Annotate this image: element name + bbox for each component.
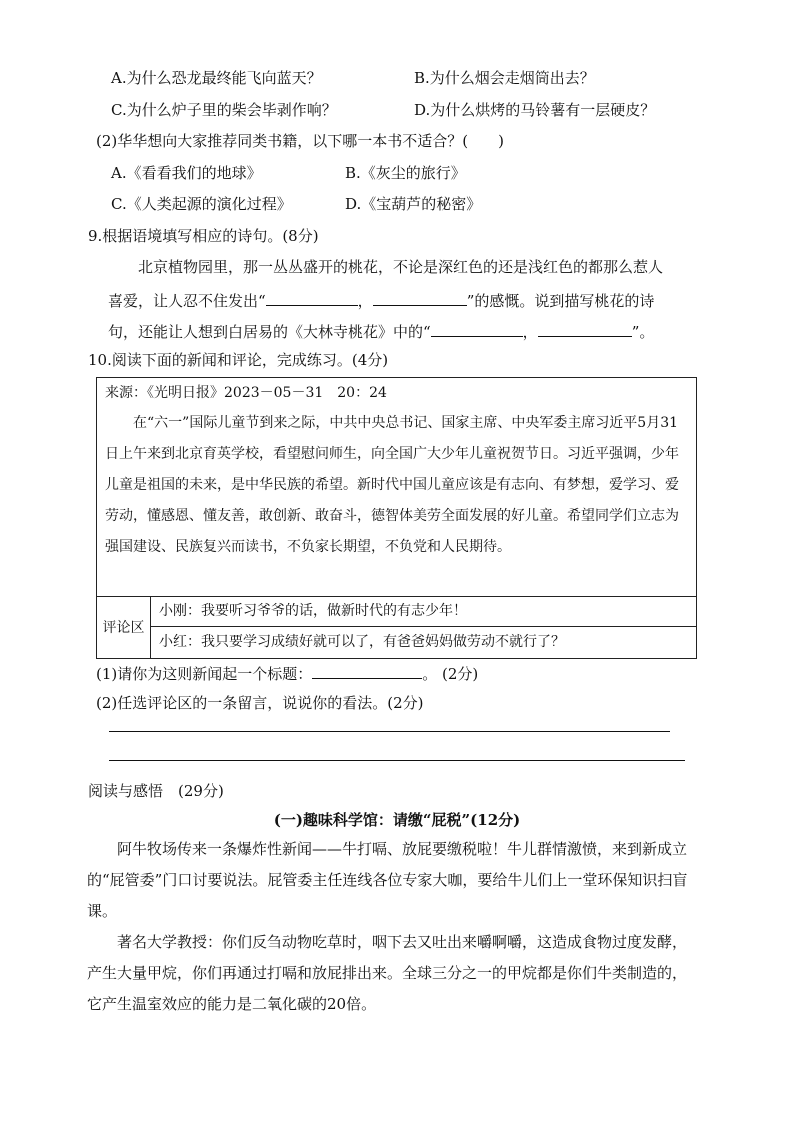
q10-sub1-text-a: (1)请你为这则新闻起一个标题： bbox=[96, 665, 313, 683]
news-source: 来源：《光明日报》2023－05－31 20：24 bbox=[105, 385, 387, 401]
q8-option-c[interactable]: C.为什么炉子里的柴会毕剥作响？ bbox=[111, 101, 337, 119]
reading-paragraph-1: 阿牛牧场传来一条爆炸性新闻——牛打嗝、放屁要缴税啦！牛儿群情激愤，来到新成立的“屁管委”门口讨要说法。屁管委主任连线各位专家大咖，要给牛儿们上一堂环保知识扫盲课。 bbox=[87, 840, 688, 920]
news-body bbox=[105, 408, 687, 563]
comment-divider-middle bbox=[151, 626, 696, 627]
q9-line2-text-a: 喜爱，让人忍不住发出“ bbox=[108, 292, 266, 310]
reading-body bbox=[87, 834, 699, 1020]
q9-blank-1[interactable] bbox=[266, 289, 358, 306]
q9-line3-text-b: ”。 bbox=[631, 323, 655, 341]
q9-blank-3[interactable] bbox=[431, 320, 523, 337]
q10-sub2: (2)任选评论区的一条留言，说说你的看法。(2分) bbox=[96, 694, 424, 712]
q9-line2-text-b: ”的感慨。说到描写桃花的诗 bbox=[466, 292, 655, 310]
q8-sub2-question: (2)华华想向大家推荐同类书籍，以下哪一本书不适合？( ) bbox=[96, 132, 504, 150]
reading-section-title bbox=[0, 810, 794, 830]
news-box bbox=[96, 377, 697, 659]
comment-divider-top bbox=[97, 596, 696, 597]
reading-section-title-text: (一)趣味科学馆：请缴“屁税”(12分) bbox=[273, 811, 521, 829]
q9-line1: 北京植物园里，那一丛丛盛开的桃花，不论是深红色的还是浅红色的都那么惹人 bbox=[138, 258, 664, 276]
q9-blank-2[interactable] bbox=[373, 289, 467, 306]
q10-sub1 bbox=[96, 662, 478, 684]
q9-line2 bbox=[108, 289, 654, 311]
q9-blank-4[interactable] bbox=[538, 320, 632, 337]
answer-line-2[interactable] bbox=[109, 760, 685, 761]
q10-title-blank[interactable] bbox=[312, 662, 422, 679]
answer-line-1[interactable] bbox=[109, 731, 670, 732]
q8-option-a[interactable]: A.为什么恐龙最终能飞向蓝天？ bbox=[111, 69, 322, 87]
q9-line3-text-a: 句，还能让人想到白居易的《大林寺桃花》中的“ bbox=[108, 323, 431, 341]
q9-line3-sep: ， bbox=[522, 323, 538, 341]
q8-book-option-b[interactable]: B.《灰尘的旅行》 bbox=[345, 164, 466, 182]
reading-heading: 阅读与感悟 (29分) bbox=[88, 782, 224, 800]
q9-line3 bbox=[108, 320, 654, 342]
comment-area-label: 评论区 bbox=[97, 596, 151, 658]
q10-sub1-text-b: 。 (2分) bbox=[422, 665, 479, 683]
comment-xiaogang: 小刚：我要听习爷爷的话，做新时代的有志少年！ bbox=[159, 603, 467, 619]
q8-option-b[interactable]: B.为什么烟会走烟筒出去？ bbox=[414, 69, 595, 87]
q8-option-d[interactable]: D.为什么烘烤的马铃薯有一层硬皮？ bbox=[414, 101, 656, 119]
q8-book-option-d[interactable]: D.《宝葫芦的秘密》 bbox=[345, 195, 482, 213]
reading-paragraph-2: 著名大学教授：你们反刍动物吃草时，咽下去又吐出来嚼啊嚼，这造成食物过度发酵，产生大量甲烷，你们再通过打嗝和放屁排出来。全球三分之一的甲烷都是你们牛类制造的，它产生温室效应的能力是二氧化碳的20倍。 bbox=[87, 933, 688, 1013]
news-paragraph: 在“六一”国际儿童节到来之际，中共中央总书记、国家主席、中央军委主席习近平5月31日上午来到北京育英学校，看望慰问师生，向全国广大少年儿童祝贺节日。习近平强调，少年儿童是祖国的未来，是中华民族的希望。新时代中国儿童应该是有志向、有梦想，爱学习、爱劳动，懂感恩、懂友善，敢创新、敢奋斗，德智体美劳全面发展的好儿童。希望同学们立志为强国建设、民族复兴而读书，不负家长期望，不负党和人民期待。 bbox=[105, 415, 679, 555]
q10-title: 10.阅读下面的新闻和评论，完成练习。(4分) bbox=[88, 351, 389, 369]
comment-xiaohong: 小红：我只要学习成绩好就可以了，有爸爸妈妈做劳动不就行了？ bbox=[159, 634, 565, 650]
q9-line2-sep: ， bbox=[357, 292, 373, 310]
q8-book-option-c[interactable]: C.《人类起源的演化过程》 bbox=[111, 195, 292, 213]
q8-book-option-a[interactable]: A.《看看我们的地球》 bbox=[111, 164, 262, 182]
q9-title: 9.根据语境填写相应的诗句。(8分) bbox=[88, 227, 319, 245]
